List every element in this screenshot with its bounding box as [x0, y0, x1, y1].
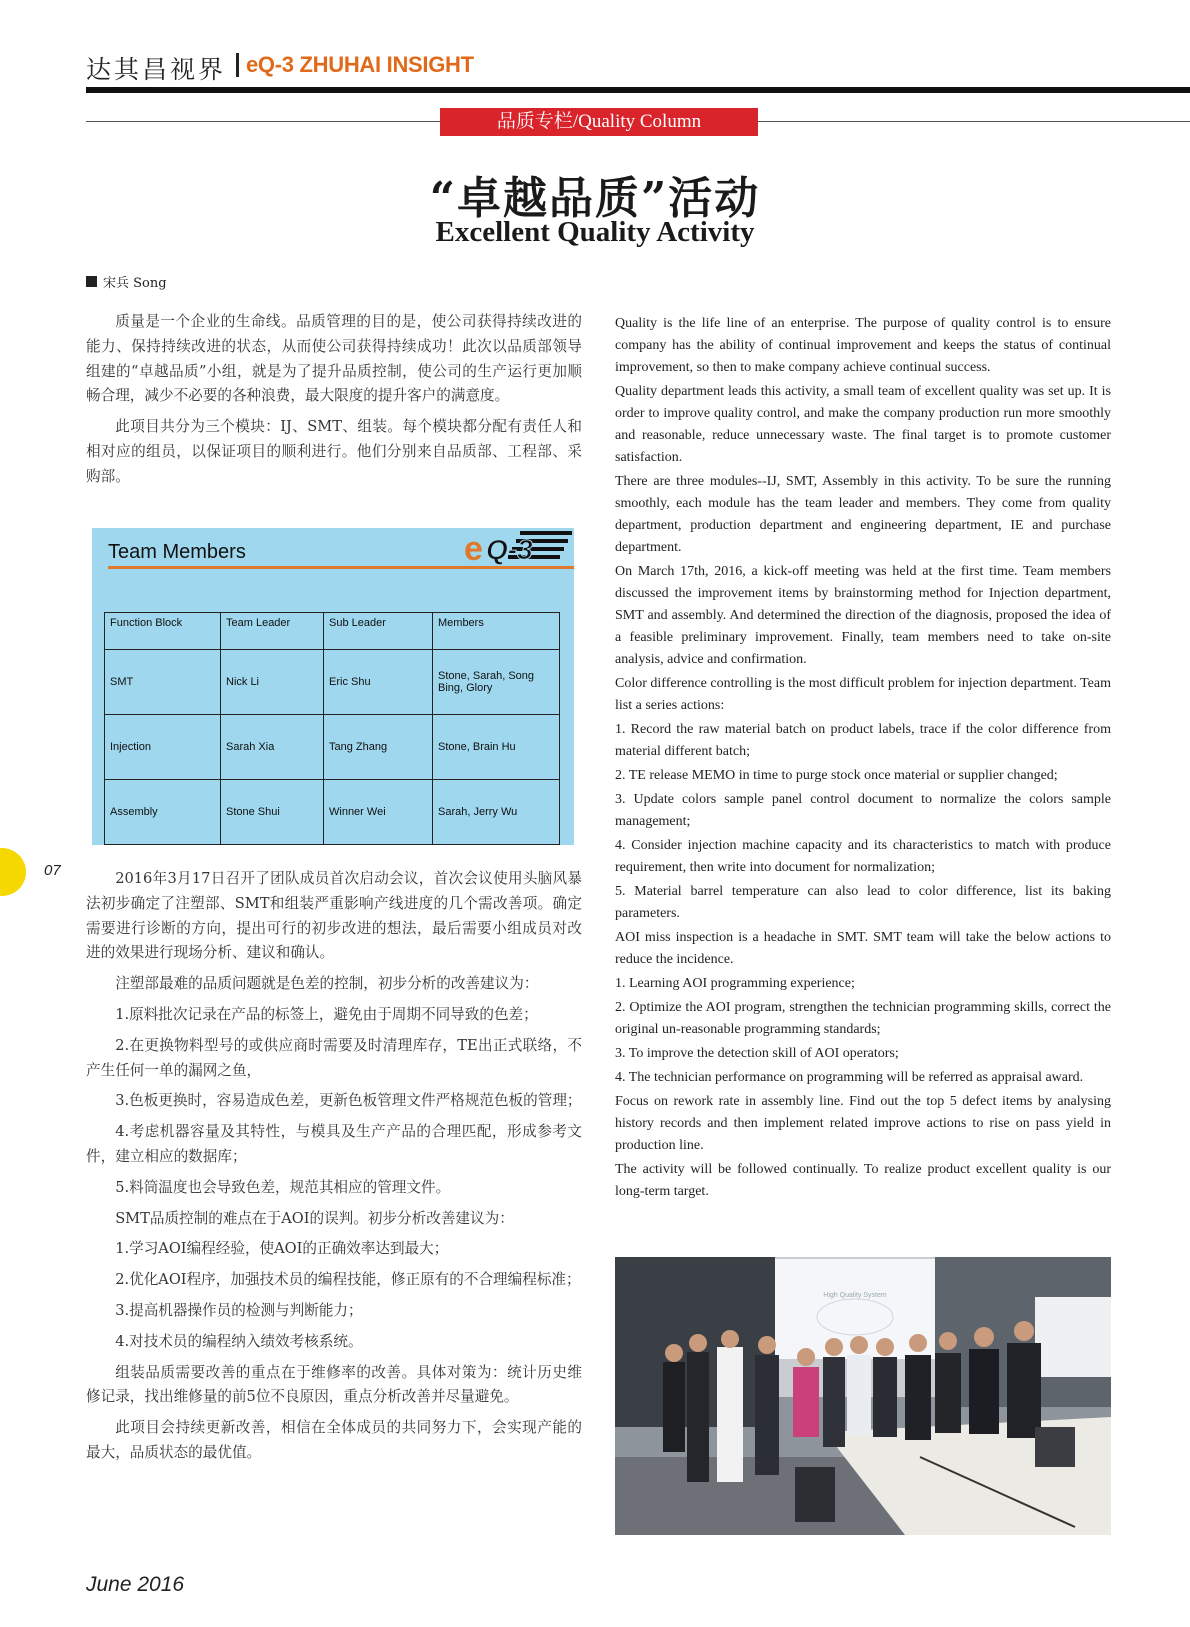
list-item: 3.提高机器操作员的检测与判断能力； — [115, 1301, 363, 1319]
paragraph: 质量是一个企业的生命线。品质管理的目的是，使公司获得持续改进的能力、保持持续改进的状态，从而使公司获得持续成功！此次以品质部领导组建的“卓越品质”小组，就是为了提升品质控制，使公司的生产运行更加顺畅合理，减少不必要的各种浪费，最大限度的提升客户的满意度。 — [86, 313, 582, 405]
list-item: 1. Record the raw material batch on product labels, trace if the color difference from material different batch; — [615, 722, 1111, 759]
list-item: 2. TE release MEMO in time to purge stock once material or supplier changed; — [615, 768, 1058, 783]
paragraph: Quality is the life line of an enterprise. The purpose of quality control is to ensure company has the ability of continual improvement and keeps the status of continual improvement, so then to make company achieve continual success. — [615, 316, 1111, 375]
author-name: 宋兵 Song — [103, 276, 167, 291]
header-rule — [86, 87, 1190, 93]
paragraph: Quality department leads this activity, a small team of excellent quality was set up. It is order to improve quality control, and make the company production run more smoothly and reasonable, reduce unnecessary waste. The final target is to promote customer satisfaction. — [615, 384, 1111, 465]
table-cell: Sarah Xia — [221, 715, 324, 780]
table-cell: Eric Shu — [324, 650, 433, 715]
paragraph: 2016年3月17日召开了团队成员首次启动会议，首次会议使用头脑风暴法初步确定了注塑部、SMT和组装严重影响产线进度的几个需改善项。确定需要进行诊断的方向，提出可行的初步改进的想法，最后需要小组成员对改进的效果进行现场分析、建议和确认。 — [86, 870, 582, 962]
table-header-row — [105, 613, 560, 650]
magazine-title-cn: 达其昌视界 — [86, 55, 227, 84]
paragraph: Color difference controlling is the most difficult problem for injection department. Team list a series actions: — [615, 676, 1111, 713]
table-cell: Nick Li — [221, 650, 324, 715]
left-column-intro — [86, 310, 582, 496]
eq3-logo-icon — [464, 527, 574, 567]
table-cell: Sarah, Jerry Wu — [433, 780, 560, 845]
right-column-english — [615, 313, 1111, 1205]
list-item: 1.学习AOI编程经验，使AOI的正确效率达到最大； — [115, 1240, 449, 1258]
table-row — [105, 650, 560, 715]
list-item: 2.优化AOI程序，加强技术员的编程技能，修正原有的不合理编程标准； — [115, 1271, 581, 1289]
paragraph: 此项目共分为三个模块：IJ、SMT、组装。每个模块都分配有责任人和相对应的组员，以保证项目的顺利进行。他们分别来自品质部、工程部、采购部。 — [86, 418, 582, 485]
paragraph: Focus on rework rate in assembly line. Find out the top 5 defect items by analysing history records and then implement related improve actions to rise on pass yield in production line. — [615, 1094, 1111, 1153]
list-item: 4. The technician performance on programming will be referred as appraisal award. — [615, 1070, 1084, 1085]
table-cell: Stone Shui — [221, 780, 324, 845]
author-bullet-icon — [86, 276, 97, 287]
table-cell: Tang Zhang — [324, 715, 433, 780]
svg-text:e: e — [464, 530, 483, 567]
paragraph: SMT品质控制的难点在于AOI的误判。初步分析改善建议为： — [115, 1209, 514, 1227]
table-cell: Winner Wei — [324, 780, 433, 845]
svg-text:Q-3: Q-3 — [486, 534, 533, 565]
table-cell: Stone, Brain Hu — [433, 715, 560, 780]
table-header: Team Leader — [221, 613, 324, 650]
paragraph: The activity will be followed continually. To realize product excellent quality is our long-term target. — [615, 1162, 1111, 1199]
list-item: 1. Learning AOI programming experience; — [615, 976, 855, 991]
list-item: 4.对技术员的编程纳入绩效考核系统。 — [115, 1332, 363, 1350]
left-column-body — [86, 867, 582, 1472]
table-header: Sub Leader — [324, 613, 433, 650]
page-number: 07 — [44, 862, 61, 879]
table-header: Members — [433, 613, 560, 650]
team-photo — [615, 1257, 1111, 1535]
list-item: 5.料筒温度也会导致色差，规范其相应的管理文件。 — [115, 1178, 451, 1196]
article-title-cn: “卓越品质”活动 — [429, 173, 761, 224]
paragraph: There are three modules--IJ, SMT, Assembly in this activity. To be sure the running smoothly, each module has the team leader and members. They come from quality department, production department and engineering department, IE and purchase department. — [615, 474, 1111, 555]
author-line — [86, 272, 167, 291]
table-row — [105, 715, 560, 780]
paragraph: AOI miss inspection is a headache in SMT. SMT team will take the below actions to reduce the incidence. — [615, 930, 1111, 967]
article-title-en: Excellent Quality Activity — [435, 216, 755, 248]
paragraph: 注塑部最难的品质问题就是色差的控制，初步分析的改善建议为： — [115, 975, 539, 993]
table-row — [105, 780, 560, 845]
list-item: 2.在更换物料型号的或供应商时需要及时清理库存，TE出正式联络，不产生任何一单的漏网之鱼， — [86, 1036, 582, 1079]
paragraph: 组装品质需要改善的重点在于维修率的改善。具体对策为：统计历史维修记录，找出维修量的前5位不良原因，重点分析改善并尽量避免。 — [86, 1363, 582, 1406]
column-banner: 品质专栏/Quality Column — [440, 108, 758, 136]
list-item: 1.原料批次记录在产品的标签上，避免由于周期不同导致的色差； — [115, 1005, 538, 1023]
paragraph: 此项目会持续更新改善，相信在全体成员的共同努力下，会实现产能的最大，品质状态的最优值。 — [86, 1419, 582, 1461]
magazine-title-en: eQ-3 ZHUHAI INSIGHT — [246, 52, 474, 77]
page-marker-dot — [0, 848, 26, 896]
svg-text:High Quality System: High Quality System — [823, 1292, 887, 1299]
list-item: 5. Material barrel temperature can also lead to color difference, list its baking parameters. — [615, 884, 1111, 921]
list-item: 3.色板更换时，容易造成色差，更新色板管理文件严格规范色板的管理； — [115, 1092, 582, 1110]
issue-date: June 2016 — [86, 1573, 185, 1596]
table-cell: Stone, Sarah, Song Bing, Glory — [433, 650, 560, 715]
table-cell: Injection — [105, 715, 221, 780]
list-item: 3. Update colors sample panel control document to normalize the colors sample management; — [615, 792, 1111, 829]
list-item: 3. To improve the detection skill of AOI operators; — [615, 1046, 899, 1061]
table-cell: Assembly — [105, 780, 221, 845]
list-item: 4.考虑机器容量及其特性，与模具及生产产品的合理匹配，形成参考文件，建立相应的数据库； — [86, 1123, 582, 1165]
list-item: 2. Optimize the AOI program, strengthen the technician programming skills, correct the original un-reasonable programming standards; — [615, 1000, 1111, 1037]
table-header: Function Block — [105, 613, 221, 650]
list-item: 4. Consider injection machine capacity and its characteristics to match with produce requirement, then write into document for normalization; — [615, 838, 1111, 875]
header-divider — [236, 53, 239, 77]
team-members-table — [104, 612, 560, 845]
table-cell: SMT — [105, 650, 221, 715]
team-members-heading: Team Members — [108, 541, 246, 563]
paragraph: On March 17th, 2016, a kick-off meeting was held at the first time. Team members discussed the improvement items by brainstorming method for Injection department, SMT and assembly. And determined the direction of the diagnosis, proposed the idea of a feasible preliminary improvement. Finally, team members need to take on-site analysis, advice and confirmation. — [615, 564, 1111, 667]
